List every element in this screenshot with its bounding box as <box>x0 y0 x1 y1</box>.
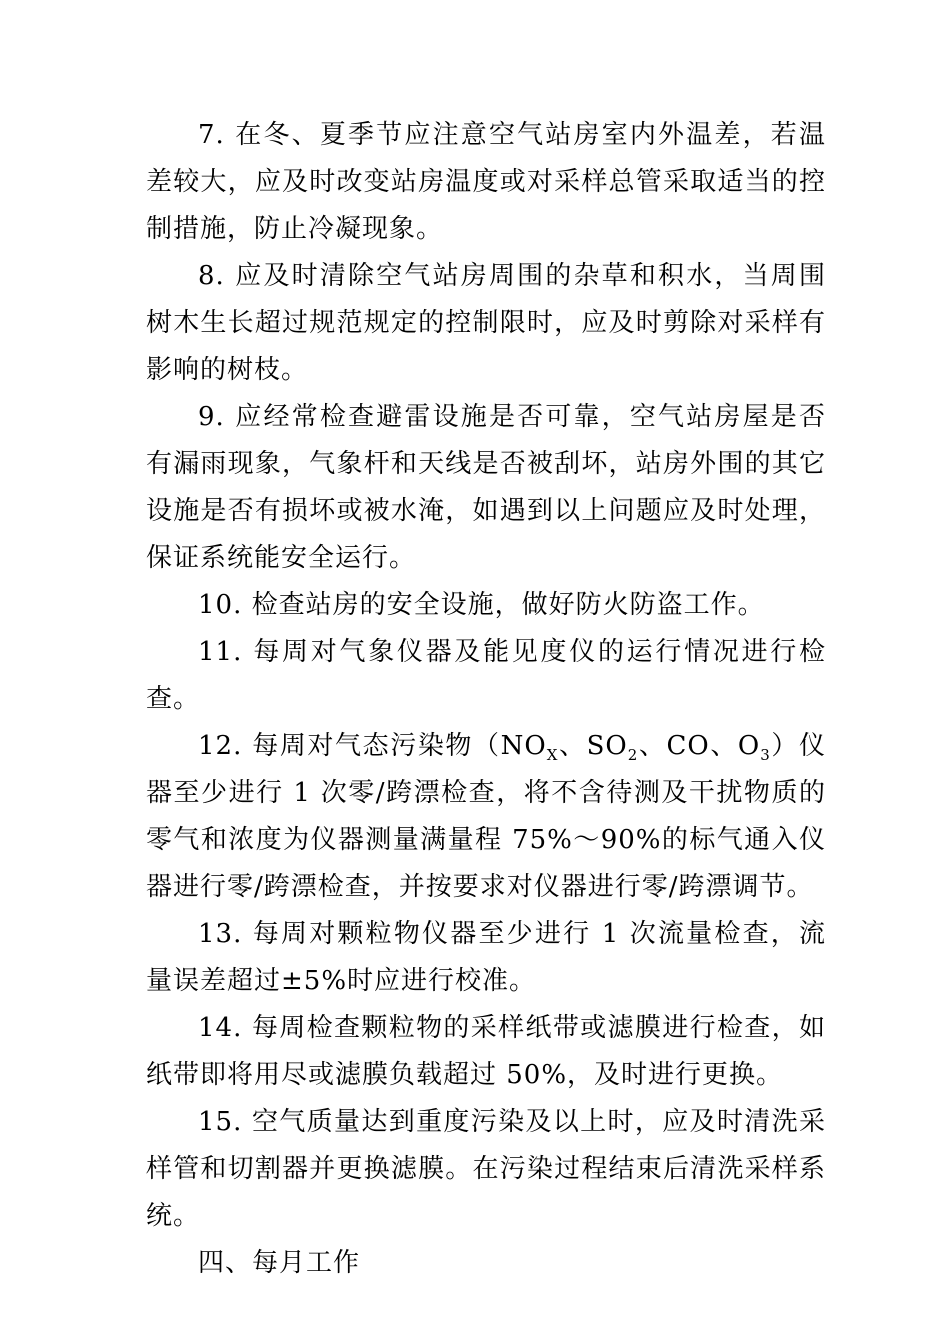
subscript-x: X <box>546 746 559 764</box>
paragraph-13: 13. 每周对颗粒物仪器至少进行 1 次流量检查，流量误差超过±5%时应进行校准。 <box>146 919 826 996</box>
subscript-2: 2 <box>627 746 639 764</box>
paragraph-8: 8. 应及时清除空气站房周围的杂草和积水，当周围树木生长超过规范规定的控制限时，应及时剪除对采样有影响的树枝。 <box>146 261 826 385</box>
document-body <box>146 112 826 1287</box>
paragraph-7: 7. 在冬、夏季节应注意空气站房室内外温差，若温差较大，应及时改变站房温度或对采样总管采取适当的控制措施，防止冷凝现象。 <box>146 120 826 244</box>
section-heading: 四、每月工作 <box>198 1248 361 1278</box>
paragraph-12 <box>146 723 826 911</box>
paragraph-12-mid1: 、SO <box>558 731 628 761</box>
paragraph-12-mid2: 、CO、O <box>638 731 761 761</box>
paragraph-12-prefix: 12. 每周对气态污染物（NO <box>198 731 547 761</box>
subscript-3: 3 <box>760 746 771 764</box>
paragraph-12-suffix: ）仪器至少进行 1 次零/跨漂检查，将不含待测及干扰物质的零气和浓度为仪器测量满量程 75%～90%的标气通入仪器进行零/跨漂检查，并按要求对仪器进行零/跨漂调节。 <box>146 731 826 902</box>
paragraph-11: 11. 每周对气象仪器及能见度仪的运行情况进行检查。 <box>146 637 826 714</box>
paragraph-10: 10. 检查站房的安全设施，做好防火防盗工作。 <box>198 590 765 620</box>
paragraph-9: 9. 应经常检查避雷设施是否可靠，空气站房屋是否有漏雨现象，气象杆和天线是否被刮坏，站房外围的其它设施是否有损坏或被水淹，如遇到以上问题应及时处理，保证系统能安全运行。 <box>146 402 826 573</box>
paragraph-14: 14. 每周检查颗粒物的采样纸带或滤膜进行检查，如纸带即将用尽或滤膜负载超过 50%，及时进行更换。 <box>146 1013 826 1090</box>
paragraph-15: 15. 空气质量达到重度污染及以上时，应及时清洗采样管和切割器并更换滤膜。在污染过程结束后清洗采样系统。 <box>146 1107 826 1231</box>
